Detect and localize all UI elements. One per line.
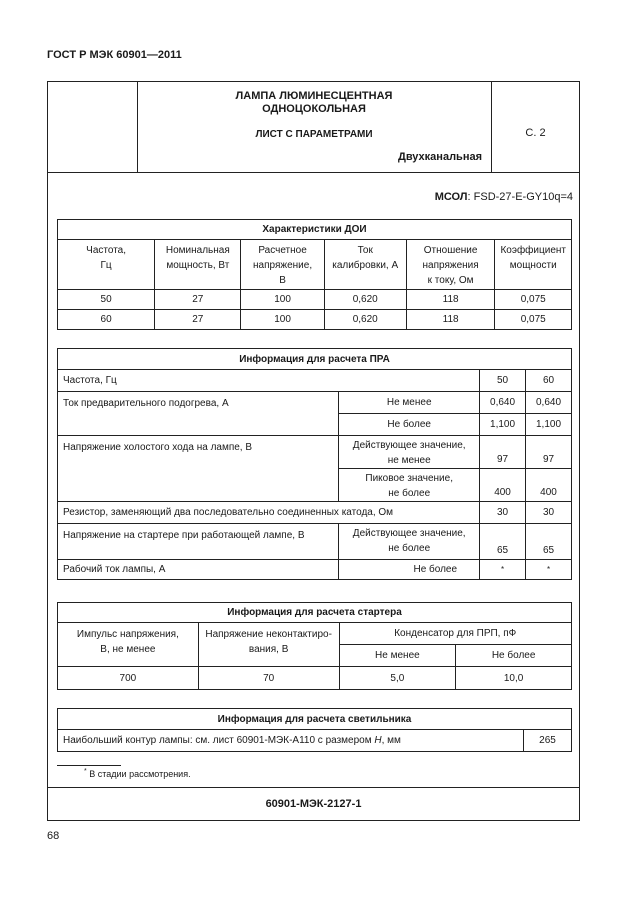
doi-title: Характеристики ДОИ [58,220,572,240]
pra-ocv-label: Напряжение холостого хода на лампе, В [58,436,339,502]
pra-ocv-peak-50: 400 [480,469,526,502]
doi-cell: 27 [155,310,241,330]
sheet-id: 60901-МЭК-2127-1 [265,798,362,810]
pra-resistor-label: Резистор, заменяющий два последовательно соединенных катода, Ом [58,502,480,524]
starter-table [57,602,572,690]
table-row [58,370,572,392]
doi-cell: 0,075 [495,290,572,310]
pra-table [57,348,572,580]
table-row [58,667,572,690]
doi-cell: 60 [58,310,155,330]
table-row [58,524,572,560]
footnote-mark: * [84,768,87,775]
starter-header-impulse: Импульс напряжения, В, не менее [58,623,199,667]
luminaire-title: Информация для расчета светильника [58,709,572,730]
doi-table [57,219,572,330]
sheet-title-line1: ЛАМПА ЛЮМИНЕСЦЕНТНАЯ [235,90,393,102]
pra-current-label: Рабочий ток лампы, А [58,560,339,580]
table-row [58,730,572,752]
table-row [58,392,572,414]
pra-preheat-max-label: Не более [339,414,480,436]
pra-frequency-60: 60 [526,370,572,392]
doi-header-power-factor: Коэффициент мощности [495,240,572,290]
msol-value: : FSD-27-E-GY10q=4 [467,191,573,203]
pra-starter-voltage-60: 65 [526,524,572,560]
doi-cell: 118 [406,290,495,310]
doi-header-frequency: Частота, Гц [58,240,155,290]
table-row [58,560,572,580]
starter-header-capacitor-min: Не менее [339,645,456,667]
pra-current-50: * [480,560,526,580]
sheet-title [137,90,491,116]
starter-header-capacitor: Конденсатор для ПРП, пФ [339,623,571,645]
pra-current-60: * [526,560,572,580]
title-box [47,81,580,173]
table-row [58,290,572,310]
table-row [58,436,572,469]
doi-cell: 100 [241,290,324,310]
pra-preheat-min-60: 0,640 [526,392,572,414]
pra-ocv-rms-label: Действующее значение, не менее [339,436,480,469]
pra-preheat-min-50: 0,640 [480,392,526,414]
sheet-page: С. 2 [525,127,546,139]
doi-cell: 0,075 [495,310,572,330]
starter-value: 70 [198,667,339,690]
pra-preheat-label: Ток предварительного подогрева, А [58,392,339,436]
pra-frequency-label: Частота, Гц [58,370,480,392]
doi-cell: 100 [241,310,324,330]
pra-title: Информация для расчета ПРА [58,349,572,370]
starter-value: 5,0 [339,667,456,690]
msol-designation [435,191,573,203]
lamp-variant: Двухканальная [397,151,482,163]
pra-starter-voltage-sub: Действующее значение, не более [339,524,480,560]
doi-cell: 50 [58,290,155,310]
pra-starter-voltage-50: 65 [480,524,526,560]
doi-header-voltage: Расчетное напряжение, В [241,240,324,290]
pra-starter-voltage-label: Напряжение на стартере при работающей лампе, В [58,524,339,560]
pra-preheat-max-50: 1,100 [480,414,526,436]
doi-header-ratio: Отношение напряжения к току, Ом [406,240,495,290]
footnote-rule [57,765,121,766]
doi-cell: 0,620 [324,290,406,310]
pra-frequency-50: 50 [480,370,526,392]
pra-ocv-rms-60: 97 [526,436,572,469]
luminaire-contour-text: Наибольший контур лампы: см. лист 60901-МЭК-А110 с размером H, мм [58,730,524,752]
pra-preheat-max-60: 1,100 [526,414,572,436]
starter-value: 10,0 [456,667,572,690]
luminaire-table [57,708,572,752]
doi-header-power: Номинальная мощность, Вт [155,240,241,290]
bottom-separator [47,787,580,788]
pra-ocv-peak-label: Пиковое значение, не более [339,469,480,502]
table-row [58,310,572,330]
pra-current-sub: Не более [339,560,480,580]
pra-ocv-peak-60: 400 [526,469,572,502]
starter-value: 700 [58,667,199,690]
doi-header-current: Ток калибровки, А [324,240,406,290]
sheet-title-line2: ОДНОЦОКОЛЬНАЯ [262,103,366,115]
sheet-subtitle: ЛИСТ С ПАРАМЕТРАМИ [255,129,373,140]
pra-ocv-rms-50: 97 [480,436,526,469]
page-number: 68 [47,830,60,842]
footnote-text: В стадии рассмотрения. [86,769,191,779]
pra-preheat-min-label: Не менее [339,392,480,414]
footnote [84,768,191,779]
doi-cell: 118 [406,310,495,330]
standard-header: ГОСТ Р МЭК 60901—2011 [47,49,182,61]
msol-label: МСОЛ [434,191,468,203]
starter-header-capacitor-max: Не более [456,645,572,667]
pra-resistor-60: 30 [526,502,572,524]
starter-header-nonconduct: Напряжение неконтактиро- вания, В [198,623,339,667]
table-row [58,502,572,524]
starter-title: Информация для расчета стартера [58,603,572,623]
doi-cell: 0,620 [324,310,406,330]
pra-resistor-50: 30 [480,502,526,524]
luminaire-contour-value: 265 [524,730,572,752]
doi-cell: 27 [155,290,241,310]
